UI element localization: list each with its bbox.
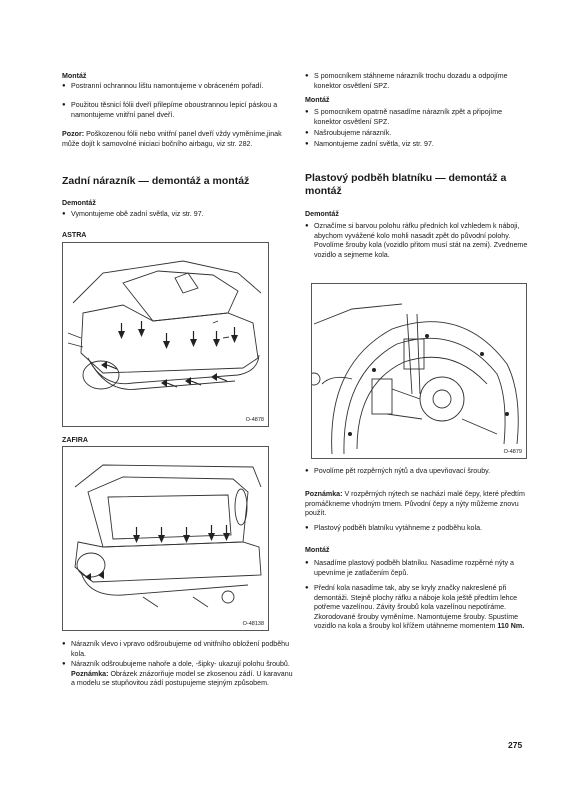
pozor-text: Poškozenou fólii nebo vnitřní panel dveří vždy vyměníme,jinak může dojít k samovolné iniciaci bočního airbagu, viz str. 282. (62, 130, 282, 148)
list-item: ● Nasadíme plastový podběh blatníku. Nasadíme rozpěrné nýty a upevníme je zatlačením čepů. (305, 559, 531, 578)
list-item: ● Postranní ochrannou lištu namontujeme v obráceném pořadí. (62, 82, 294, 92)
montaz-heading-2: Montáž (305, 546, 330, 554)
list-item: ● S pomocníkem stáhneme nárazník trochu dozadu a odpojíme konektor osvětlení SPZ. (305, 72, 531, 91)
astra-label: ASTRA (62, 231, 87, 239)
wheel-arch-figure (311, 283, 527, 459)
astra-bumper-figure (62, 242, 269, 427)
figure-id: O-4879 (503, 449, 522, 455)
list-item-text: Přední kola nasadíme tak, aby se kryly značky nakreslené při demontáži. Stejně plochy ráfku a náboje kola ještě předtím lehce potřeme vazelínou. Závity šroubů kola vazelínou nepotíráme. Zkorodované šrouby vyměníme. Namontujeme šrouby. Spustíme vozidlo na kola a šrouby kol křížem utáhneme momentem (314, 584, 519, 631)
poznamka-text: Obrázek znázorňuje model se zkosenou zádí. U karavanu a modelu se stupňovitou zádí postupujeme stejným způsobem. (71, 669, 293, 688)
list-item: ● Použitou těsnicí fólii dveří přilepíme oboustrannou lepicí páskou a namontujeme vnitřní panel dveří. (62, 101, 294, 120)
list-item: ● Označíme si barvou polohu ráfku předních kol vzhledem k náboji, abychom vyvážené kolo mohli nasadit zpět do původní polohy. Povolíme šrouby kola (vozidlo přitom musí stát na zemi). Zvedneme vozidlo a sejmeme kola. (305, 222, 531, 260)
torque-value: 110 Nm. (497, 622, 525, 631)
list-item (62, 660, 294, 689)
list-item: ● Našroubujeme nárazník. (305, 129, 531, 139)
list-item-text: Nárazník odšroubujeme nahoře a dole, -šipky- ukazují polohu šroubů. (71, 660, 290, 668)
list-item: ● S pomocníkem opatrně nasadíme nárazník zpět a připojíme konektor osvětlení SPZ. (305, 108, 531, 127)
montaz-heading: Montáž (62, 72, 87, 80)
pozor-note (62, 130, 296, 149)
poznamka-note (305, 490, 531, 519)
list-item (305, 584, 531, 632)
wheel-arch-illustration (312, 284, 526, 458)
poznamka-text: V rozpěrných nýtech se nachází malé čepy, které předtím promáčkneme vhodným trnem. Původní čepy a nýty můžeme znovu použít. (305, 490, 525, 518)
pozor-label: Pozor: (62, 130, 85, 138)
list-item: ● Namontujeme zadní světla, viz str. 97. (305, 140, 531, 150)
figure-id: O-48138 (242, 621, 264, 627)
zafira-label: ZAFIRA (62, 436, 89, 444)
montaz-heading: Montáž (305, 96, 330, 104)
zafira-bumper-figure (62, 446, 269, 631)
astra-rear-illustration (63, 243, 268, 426)
list-item: ● Vymontujeme obě zadní světla, viz str. 97. (62, 210, 294, 220)
list-item: ● Povolíme pět rozpěrných nýtů a dva upevňovací šrouby. (305, 467, 531, 477)
section-title: Zadní nárazník — demontáž a montáž (62, 175, 250, 187)
demontaz-heading: Demontáž (305, 210, 339, 218)
list-item: ● Plastový podběh blatníku vytáhneme z podběhu kola. (305, 524, 531, 534)
poznamka-label: Poznámka: (305, 490, 343, 498)
list-item: ● Nárazník vlevo i vpravo odšroubujeme od vnitřního obložení podběhu kola. (62, 640, 294, 659)
page-number: 275 (508, 740, 523, 750)
zafira-rear-illustration (63, 447, 268, 630)
section-title: Plastový podběh blatníku — demontáž a montáž (305, 172, 507, 197)
demontaz-heading: Demontáž (62, 199, 96, 207)
poznamka-label: Poznámka: (71, 669, 109, 678)
figure-id: O-4878 (245, 417, 264, 423)
